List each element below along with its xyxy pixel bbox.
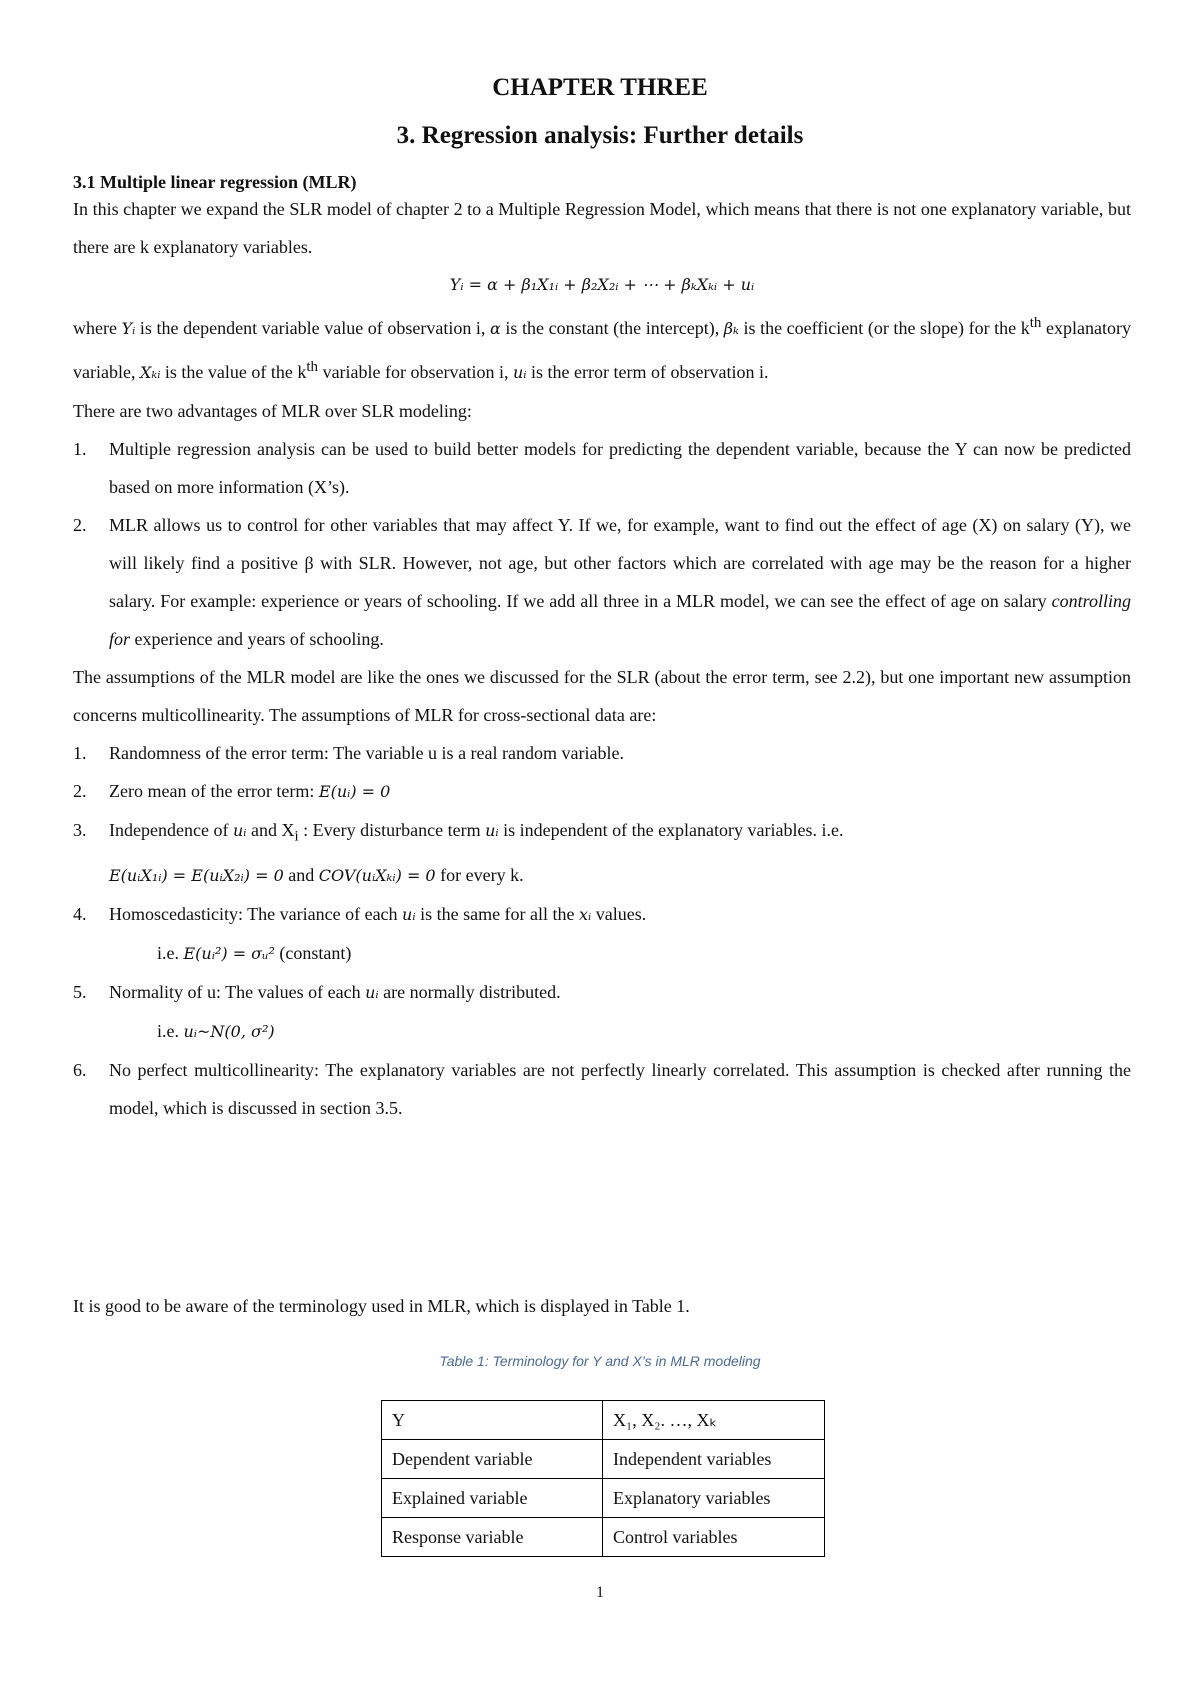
list-item: 3. Independence of uᵢ and $X_i$ : Every disturbance term uᵢ is independent of the explanatory variables. i.e. E(uᵢX₁ᵢ) = E(uᵢX₂ᵢ) = 0 and COV(uᵢXₖᵢ) = 0 for every k.: [73, 820, 844, 885]
list-item: 2. Zero mean of the error term: E(uᵢ) = 0: [73, 781, 391, 801]
terminology-table: [381, 1400, 825, 1557]
assumptions-intro: The assumptions of the MLR model are like the ones we discussed for the SLR (about the error term, see 2.2), but one important new assumption concerns multicollinearity. The assumptions of MLR for cross-sectional data are:: [73, 667, 1131, 725]
list-item: 6. No perfect multicollinearity: The explanatory variables are not perfectly linearly correlated. This assumption is checked after running the model, which is discussed in section 3.5.: [73, 1059, 1131, 1118]
body-text: [73, 190, 1131, 1127]
list-item: 5. Normality of u: The values of each uᵢ are normally distributed.: [73, 981, 561, 1002]
page-number: 1: [596, 1584, 604, 1601]
chapter-heading: CHAPTER THREE: [492, 74, 708, 101]
terminology-paragraph: It is good to be aware of the terminology used in MLR, which is displayed in Table 1.: [73, 1296, 690, 1316]
table-cell: Explanatory variables: [603, 1479, 825, 1518]
where-paragraph: where Yᵢ is the dependent variable value of observation i, α is the constant (the intercept), βₖ is the coefficient (or the slope) for the $k^{th}$ explanatory variable, Xₖᵢ is the value of the $k^{th}$ variable for observation i, uᵢ is the error term of observation i.: [73, 315, 1131, 382]
chapter-title: 3. Regression analysis: Further details: [396, 122, 804, 149]
list-item: 1. Multiple regression analysis can be used to build better models for predicting the dependent variable, because the Y can now be predicted based on more information (X’s).: [73, 439, 1131, 497]
table-row: [382, 1440, 825, 1479]
advantages-list: [73, 430, 1131, 658]
equation-line: i.e. uᵢ~N(0, σ²): [157, 1020, 275, 1041]
table-row: [382, 1518, 825, 1557]
table-cell: Explained variable: [382, 1479, 603, 1518]
table-cell: Independent variables: [603, 1440, 825, 1479]
table-cell: Control variables: [603, 1518, 825, 1557]
table-cell: Y: [382, 1401, 603, 1440]
mlr-equation: Yᵢ = α + β₁X₁ᵢ + β₂X₂ᵢ + ⋯ + βₖXₖᵢ + uᵢ: [449, 275, 755, 294]
intro-paragraph: In this chapter we expand the SLR model of chapter 2 to a Multiple Regression Model, which means that there is not one explanatory variable, but there are k explanatory variables.: [73, 199, 1131, 257]
section-heading: 3.1 Multiple linear regression (MLR): [73, 172, 357, 192]
advantages-intro: There are two advantages of MLR over SLR modeling:: [73, 401, 472, 421]
table-cell: Response variable: [382, 1518, 603, 1557]
list-item: 2. MLR allows us to control for other variables that may affect Y. If we, for example, want to find out the effect of age (X) on salary (Y), we will likely find a positive β with SLR. However, not age, but other factors which are correlated with age may be the reason for a higher salary. For example: experience or years of schooling. If we add all three in a MLR model, we can see the effect of age on salary controlling for experience and years of schooling.: [73, 515, 1131, 649]
assumptions-list: [73, 734, 1131, 1127]
table-row: [382, 1479, 825, 1518]
list-item: 1. Randomness of the error term: The variable u is a real random variable.: [73, 743, 624, 763]
table-caption: Table 1: Terminology for Y and X’s in MLR modeling: [439, 1353, 761, 1369]
equation-line: i.e. E(uᵢ²) = σᵤ² (constant): [157, 942, 352, 963]
table-cell: Dependent variable: [382, 1440, 603, 1479]
list-item: 4. Homoscedasticity: The variance of each uᵢ is the same for all the xᵢ values.: [73, 903, 647, 924]
table-row: [382, 1401, 825, 1440]
table-cell: X₁, X₂. …, Xₖ: [603, 1401, 825, 1440]
